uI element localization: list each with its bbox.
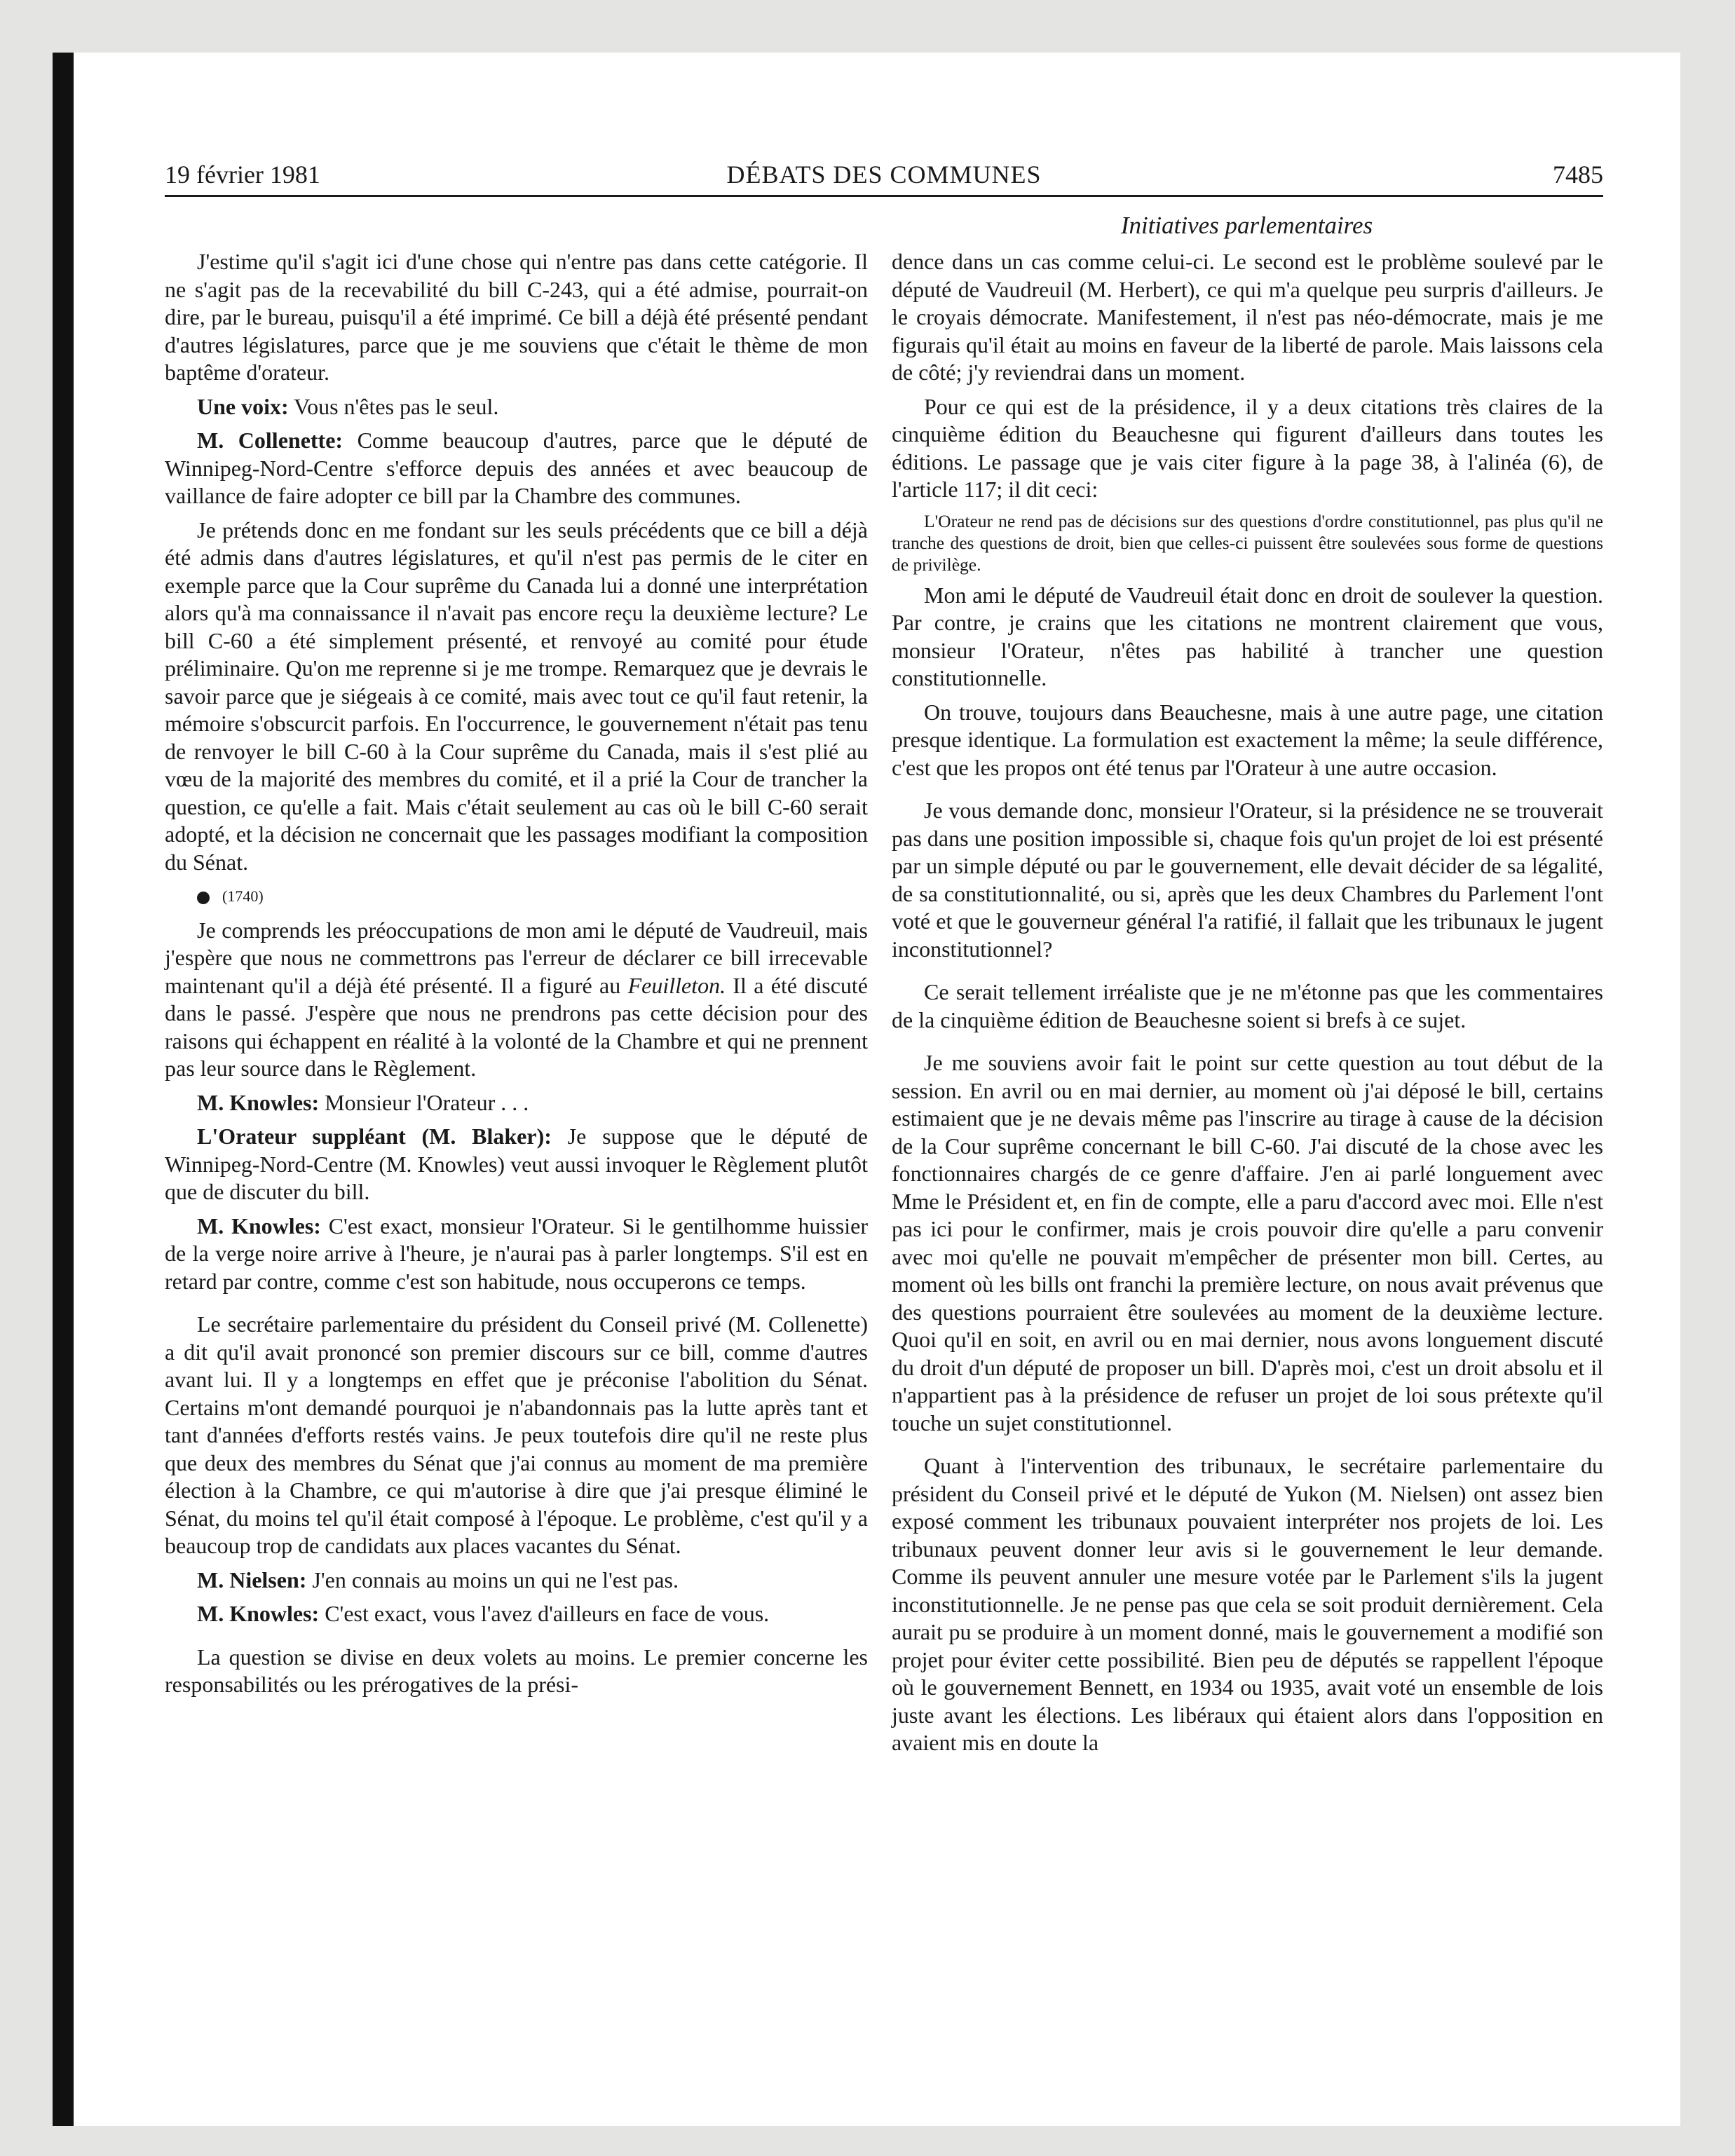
paragraph: Ce serait tellement irréaliste que je ne m'étonne pas que les commentaires de la cinquième édition de Beauchesne soient si brefs à ce sujet. — [892, 979, 1603, 1032]
speech-text: C'est exact, vous l'avez d'ailleurs en face de vous. — [319, 1601, 770, 1626]
speech-text: Il a été discuté dans le passé. J'espère que nous ne prendrons pas cette décision pour des raisons qui échappent en réalité à la volonté de la Chambre et qui ne prennent pas leur source dans le Règlement. — [165, 972, 869, 1081]
running-head — [165, 160, 1603, 192]
binding-edge — [53, 53, 74, 2126]
header-date: 19 février 1981 — [165, 161, 320, 189]
paragraph — [165, 1600, 868, 1628]
speech-text: C'est exact, monsieur l'Orateur. Si le gentilhomme huissier de la verge noire arrive à l'heure, je n'aurai pas à parler longtemps. S'il est en retard par contre, comme c'est son habitude, nous occuperons ce temps. — [165, 1213, 868, 1294]
speech-text: Monsieur l'Orateur . . . — [319, 1089, 529, 1115]
paragraph: La question se divise en deux volets au moins. Le premier concerne les responsabilités ou les prérogatives de la prési- — [165, 1644, 868, 1697]
paragraph: Le secrétaire parlementaire du président du Conseil privé (M. Collenette) a dit qu'il avait prononcé son premier discours sur ce bill, comme d'autres avant lui. Il y a longtemps en effet que je préconise l'abolition du Sénat. Certains m'ont demandé pourquoi je n'abandonnais pas la lutte après tant et tant d'années d'efforts restés vains. Je peux toutefois dire qu'il ne reste plus que deux des membres du Sénat que j'ai connus au moment de ma première élection à la Chambre, ce qui m'autorise à dire que j'ai presque éliminé le Sénat, du moins tel qu'il était composé à l'époque. Le problème, c'est qu'il y a beaucoup trop de candidats aux places vacantes du Sénat. — [165, 1311, 868, 1558]
left-column — [165, 248, 868, 1705]
paragraph: Mon ami le député de Vaudreuil était donc en droit de soulever la question. Par contre, je crains que les citations ne montrent clairement que vous, monsieur l'Orateur, n'êtes pas habilité à trancher une question constitutionnelle. — [892, 582, 1603, 690]
paragraph — [165, 917, 868, 1083]
paragraph: On trouve, toujours dans Beauchesne, mais à une autre page, une citation presque identique. La formulation est exactement la même; la seule différence, c'est que les propos ont été tenus par l'Orateur à une autre occasion. — [892, 699, 1603, 780]
speaker-name: M. Knowles: — [197, 1601, 320, 1626]
header-publication: DÉBATS DES COMMUNES — [726, 161, 1042, 189]
paragraph: Quant à l'intervention des tribunaux, le secrétaire parlementaire du président du Conseil privé et le député de Yukon (M. Nielsen) ont assez bien exposé comment les tribunaux pouvaient interpréter nos projets de loi. Les tribunaux peuvent donner leur avis si le gouvernement le leur demande. Comme ils peuvent annuler une mesure votée par le Parlement s'ils la jugent inconstitutionnelle. Je ne pense pas que cela se soit produit dernièrement. Cela aurait pu se produire à un moment donné, mais le gouvernement a modifié son projet pour éviter cette possibilité. Bien peu de députés se rappellent l'époque où le gouvernement Bennett, en 1934 ou 1935, avait voté un ensemble de lois juste avant les élections. Les libéraux qui étaient alors dans l'opposition en avaient mis en doute la — [892, 1453, 1603, 1755]
speaker-name: L'Orateur suppléant (M. Blaker): — [197, 1124, 552, 1149]
speech-text: Comme beaucoup d'autres, parce que le député de Winnipeg-Nord-Centre s'efforce depuis des années et avec beaucoup de vaillance de faire adopter ce bill par la Chambre des communes. — [165, 428, 869, 508]
paragraph — [165, 1089, 868, 1117]
header-page-number: 7485 — [1553, 161, 1603, 189]
paragraph: Je me souviens avoir fait le point sur cette question au tout début de la session. En avril ou en mai dernier, au moment où j'ai déposé le bill, certains estimaient que je ne devais même pas l'inscrire au tirage à cause de la décision de la Cour suprême concernant le bill C-60. J'ai discuté de la chose avec les fonctionnaires chargés de ce genre d'affaire. J'en ai parlé longuement avec Mme le Président et, en fin de compte, elle a paru d'accord avec moi. Elle n'est pas ici pour le confirmer, mais je crois pouvoir dire qu'elle a paru convenir avec moi qu'elle ne pouvait m'empêcher de présenter mon bill. Certes, au moment où les bills ont franchi la première lecture, on nous avait prévenus que des questions pourraient être soulevées au moment de la deuxième lecture. Quoi qu'il en soit, en avril ou en mai dernier, nous avons longuement discuté du droit d'un député de proposer un bill. D'après moi, c'est un droit absolu et il n'appartient pas à la présidence de refuser un projet de loi sous prétexte qu'il touche un sujet constitutionnel. — [892, 1050, 1603, 1435]
time-marker — [165, 882, 868, 910]
time-stamp: (1740) — [222, 887, 264, 905]
paragraph: Je vous demande donc, monsieur l'Orateur, si la présidence ne se trouverait pas dans une position impossible si, chaque fois qu'un projet de loi est présenté par un simple député ou par le gouvernement, elle devait décider de sa légalité, de sa constitutionnalité, ou si, après que les deux Chambres du Parlement l'ont voté et que le gouverneur général l'a ratifié, il fallait que les tribunaux le jugent inconstitutionnel? — [892, 798, 1603, 962]
speaker-name: Une voix: — [197, 393, 289, 419]
paragraph: J'estime qu'il s'agit ici d'une chose qui n'entre pas dans cette catégorie. Il ne s'agit pas de la recevabilité du bill C-243, qui a été admise, pourrait-on dire, par le bureau, puisqu'il a été imprimé. Ce bill a déjà été présenté pendant d'autres législatures, parce que je me souviens que c'était le thème de mon baptême d'orateur. — [165, 249, 868, 385]
paragraph — [165, 1213, 868, 1296]
header-rule — [165, 195, 1603, 197]
paragraph — [165, 427, 868, 510]
section-title: Initiatives parlementaires — [1120, 212, 1373, 239]
speech-text: Je comprends les préoccupations de mon ami le député de Vaudreuil, mais j'espère que nous ne commettrons pas l'erreur de déclarer ce bill irrecevable maintenant qu'il a déjà été présenté. Il a figuré au — [165, 917, 868, 998]
paragraph: Pour ce qui est de la présidence, il y a deux citations très claires de la cinquième édition du Beauchesne qui figurent d'ailleurs dans toutes les éditions. Le passage que je vais citer figure à la page 38, à l'alinéa (6), de l'article 117; il dit ceci: — [892, 393, 1603, 502]
speech-text: Vous n'êtes pas le seul. — [288, 393, 499, 419]
right-column — [892, 248, 1603, 1763]
speaker-name: M. Collenette: — [197, 428, 343, 453]
speaker-name: M. Nielsen: — [197, 1567, 307, 1592]
speaker-name: M. Knowles: — [197, 1089, 320, 1115]
paragraph — [165, 1567, 868, 1595]
paragraph — [165, 1123, 868, 1206]
italic-term: Feuilleton. — [627, 972, 726, 998]
speech-text: Je suppose que le député de Winnipeg-Nord-Centre (M. Knowles) veut aussi invoquer le Règlement plutôt que de discuter du bill. — [165, 1124, 869, 1204]
block-quote: L'Orateur ne rend pas de décisions sur des questions d'ordre constitutionnel, pas plus qu'il ne tranche des questions de droit, bien que celles-ci puissent être soulevées sous forme de questions de privilège. — [892, 510, 1603, 575]
paragraph: Je prétends donc en me fondant sur les seuls précédents que ce bill a déjà été admis dans d'autres législatures, et qu'il n'est pas permis de le citer en exemple parce que la Cour suprême du Canada lui a donné une interprétation alors qu'à ma connaissance il n'avait pas encore reçu la deuxième lecture? Le bill C-60 a été simplement présenté, et renvoyé au comité pour étude préliminaire. Qu'on me reprenne si je me trompe. Remarquez que je devrais le savoir parce que je siégeais à ce comité, mais avec tout ce qu'il faut retenir, la mémoire s'obscurcit parfois. En l'occurrence, le gouvernement n'était pas tenu de renvoyer le bill C-60 à la Cour suprême du Canada, mais il s'est plié au vœu de la majorité des membres du comité, et il a prié la Cour de trancher la question, ce qu'elle a fait. Mais c'était seulement au cas où le bill C-60 serait adopté, et la décision ne concernait que les passages modifiant la composition du Sénat. — [165, 517, 868, 875]
bullet-icon — [197, 892, 210, 904]
speech-text: J'en connais au moins un qui ne l'est pas. — [306, 1567, 679, 1592]
paragraph: dence dans un cas comme celui-ci. Le second est le problème soulevé par le député de Vaudreuil (M. Herbert), ce qui m'a quelque peu surpris d'ailleurs. Je le croyais démocrate. Manifestement, il n'est pas néo-démocrate, mais je me figurais qu'il était au moins en faveur de la liberté de parole. Mais laissons cela de côté; j'y reviendrai dans un moment. — [892, 249, 1603, 385]
speaker-name: M. Knowles: — [197, 1213, 321, 1239]
paragraph — [165, 393, 868, 421]
